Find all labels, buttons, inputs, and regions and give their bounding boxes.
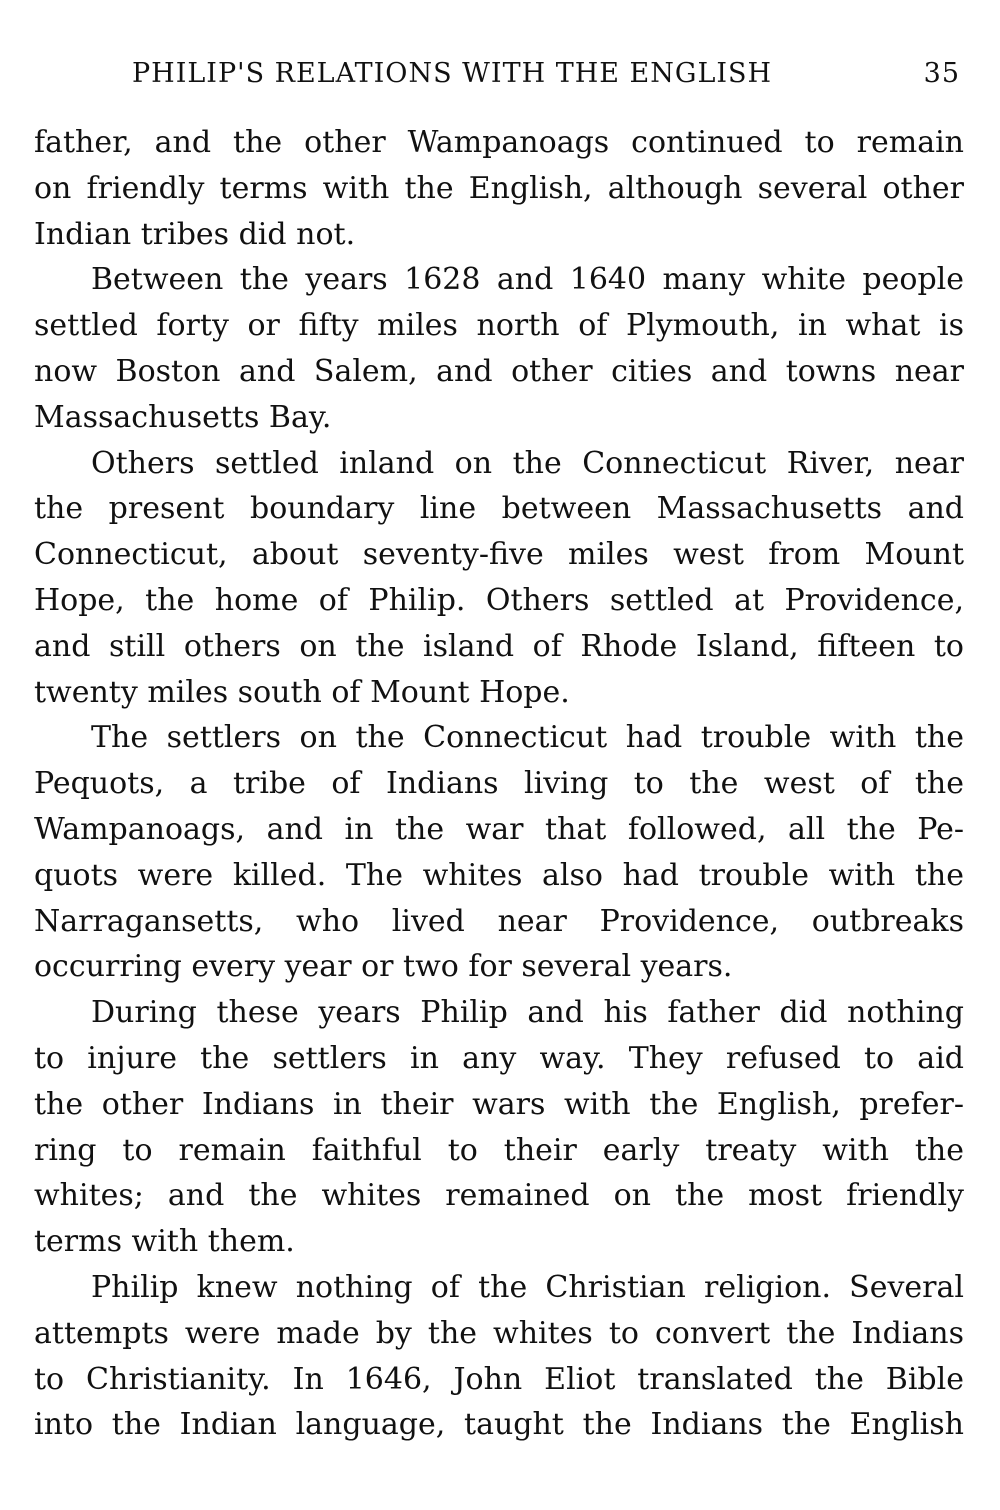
text-line: Massachusetts Bay. bbox=[34, 399, 332, 435]
text-line: Hope, the home of Philip. Others settled at Providence, bbox=[34, 582, 964, 618]
text-line: terms with them. bbox=[34, 1224, 295, 1260]
text-line: father, and the other Wampanoags continued to remain bbox=[34, 125, 964, 160]
running-head bbox=[34, 58, 964, 98]
text-line: now Boston and Salem, and other cities and towns near bbox=[34, 353, 964, 389]
text-line: into the Indian language, taught the Indians the English bbox=[34, 1407, 964, 1443]
paragraph bbox=[34, 441, 964, 716]
running-title: PHILIP'S RELATIONS WITH THE ENGLISH bbox=[132, 58, 773, 89]
text-line: twenty miles south of Mount Hope. bbox=[34, 674, 570, 710]
text-line: Connecticut, about seventy-five miles west from Mount bbox=[34, 537, 964, 573]
paragraph bbox=[34, 120, 964, 257]
text-line: and still others on the island of Rhode Island, fifteen to bbox=[34, 628, 964, 664]
text-line: settled forty or fifty miles north of Plymouth, in what is bbox=[34, 308, 964, 344]
text-line: Indian tribes did not. bbox=[34, 216, 356, 252]
text-line: During these years Philip and his father did nothing bbox=[91, 995, 964, 1031]
text-line: whites; and the whites remained on the most friendly bbox=[34, 1178, 964, 1214]
paragraph bbox=[34, 257, 964, 440]
text-line: ring to remain faithful to their early treaty with the bbox=[34, 1132, 964, 1168]
text-line: The settlers on the Connecticut had trouble with the bbox=[91, 720, 964, 756]
paragraph bbox=[34, 990, 964, 1265]
text-line: the present boundary line between Massachusetts and bbox=[34, 491, 964, 527]
text-line: Pequots, a tribe of Indians living to the west of the bbox=[34, 766, 964, 802]
text-line: on friendly terms with the English, although several other bbox=[34, 170, 964, 206]
page-number: 35 bbox=[923, 58, 960, 89]
text-line: Between the years 1628 and 1640 many white people bbox=[91, 262, 964, 298]
paragraph bbox=[34, 1265, 964, 1448]
text-line: to injure the settlers in any way. They refused to aid bbox=[34, 1040, 964, 1076]
paragraph bbox=[34, 715, 964, 990]
text-line: to Christianity. In 1646, John Eliot translated the Bible bbox=[34, 1361, 964, 1397]
text-line: Others settled inland on the Connecticut River, near bbox=[91, 445, 964, 481]
text-line: Wampanoags, and in the war that followed, all the Pe- bbox=[34, 811, 964, 847]
text-line: attempts were made by the whites to convert the Indians bbox=[34, 1315, 964, 1351]
text-line: Philip knew nothing of the Christian religion. Several bbox=[91, 1269, 964, 1305]
text-line: the other Indians in their wars with the English, prefer- bbox=[34, 1086, 964, 1122]
body-text bbox=[34, 120, 964, 1448]
text-line: quots were killed. The whites also had trouble with the bbox=[34, 857, 964, 893]
text-line: Narragansetts, who lived near Providence, outbreaks bbox=[34, 903, 964, 939]
text-line: occurring every year or two for several years. bbox=[34, 949, 733, 985]
